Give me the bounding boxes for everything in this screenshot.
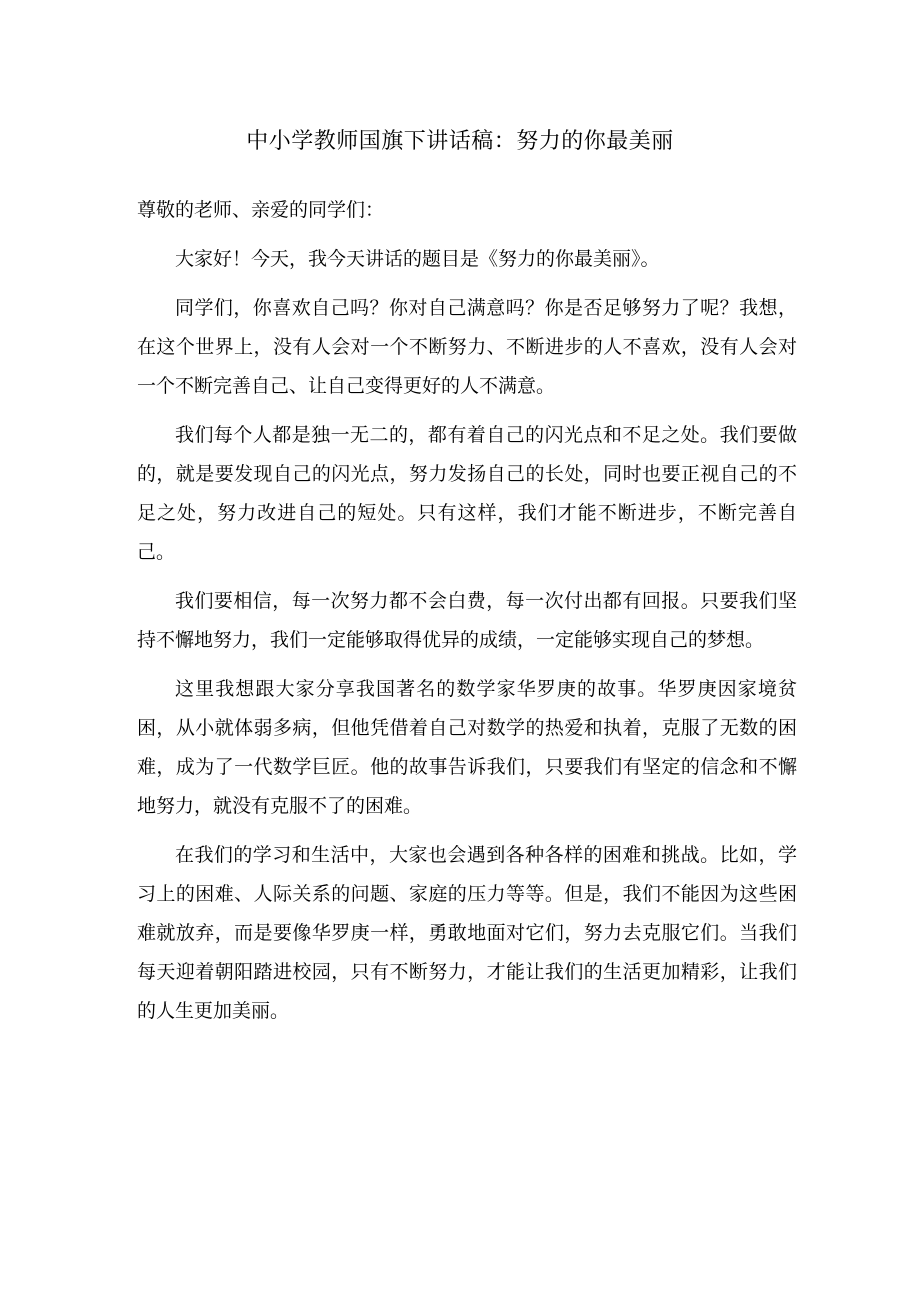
paragraph-3: 我们每个人都是独一无二的，都有着自己的闪光点和不足之处。我们要做的，就是要发现自己的闪光点，努力发扬自己的长处，同时也要正视自己的不足之处，努力改进自己的短处。只有这样，我们才能不断进步，不断完善自己。 <box>137 424 797 563</box>
salutation: 尊敬的老师、亲爱的同学们： <box>137 199 385 221</box>
paragraph-6: 在我们的学习和生活中，大家也会遇到各种各样的困难和挑战。比如，学习上的困难、人际关系的问题、家庭的压力等等。但是，我们不能因为这些困难就放弃，而是要像华罗庚一样，勇敢地面对它们，努力去克服它们。当我们每天迎着朝阳踏进校园，只有不断努力，才能让我们的生活更加精彩，让我们的人生更加美丽。 <box>137 844 797 1022</box>
paragraph-1: 大家好！今天，我今天讲话的题目是《努力的你最美丽》。 <box>175 248 660 270</box>
paragraph-4: 我们要相信，每一次努力都不会白费，每一次付出都有回报。只要我们坚持不懈地努力，我们一定能够取得优异的成绩，一定能够实现自己的梦想。 <box>137 590 797 651</box>
document-title: 中小学教师国旗下讲话稿：努力的你最美丽 <box>246 129 674 154</box>
paragraph-5: 这里我想跟大家分享我国著名的数学家华罗庚的故事。华罗庚因家境贫困，从小就体弱多病，但他凭借着自己对数学的热爱和执着，克服了无数的困难，成为了一代数学巨匠。他的故事告诉我们，只要我们有坚定的信念和不懈地努力，就没有克服不了的困难。 <box>137 678 797 817</box>
document-body <box>137 191 797 1041</box>
paragraph-2: 同学们，你喜欢自己吗？你对自己满意吗？你是否足够努力了呢？我想，在这个世界上，没有人会对一个不断努力、不断进步的人不喜欢，没有人会对一个不断完善自己、让自己变得更好的人不满意。 <box>137 297 797 397</box>
